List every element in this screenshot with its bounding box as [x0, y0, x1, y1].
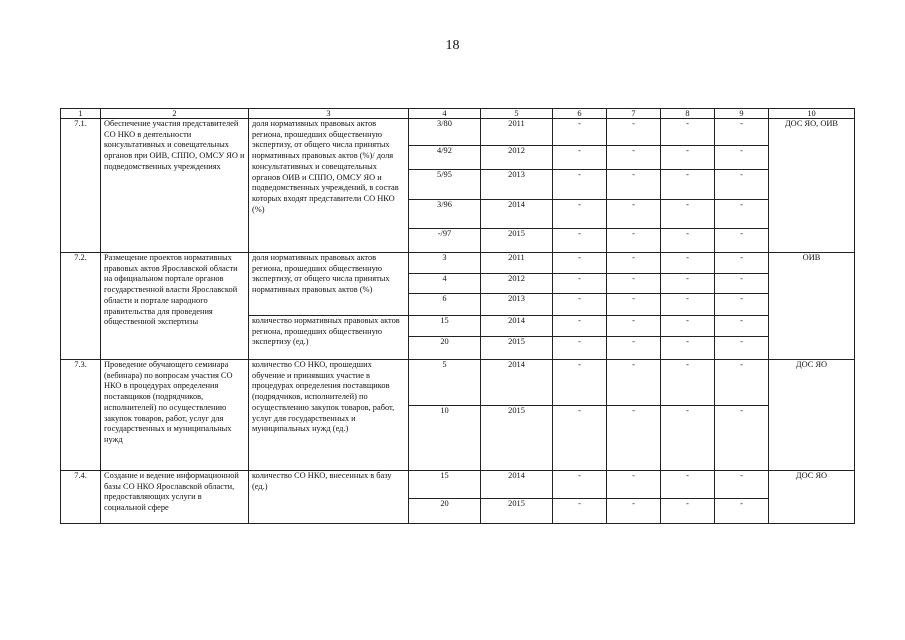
year-cell: 2011	[481, 119, 553, 146]
dash-cell: -	[715, 360, 769, 406]
table-row	[61, 471, 855, 499]
dash-cell: -	[607, 360, 661, 406]
year-cell: 2015	[481, 229, 553, 253]
dash-cell: -	[607, 146, 661, 170]
column-number: 2	[101, 109, 249, 119]
dash-cell: -	[553, 253, 607, 274]
column-number-row	[61, 109, 855, 119]
value-cell: 15	[409, 316, 481, 337]
item-number: 7.1.	[61, 119, 101, 253]
dash-cell: -	[607, 499, 661, 524]
dash-cell: -	[607, 406, 661, 471]
value-cell: 6	[409, 294, 481, 316]
indicator-cell: доля нормативных правовых актов региона, прошедших общественную экспертизу, от общего числа принятых нормативных правовых актов (%)	[249, 253, 409, 316]
dash-cell: -	[607, 294, 661, 316]
dash-cell: -	[661, 316, 715, 337]
column-number: 9	[715, 109, 769, 119]
dash-cell: -	[715, 471, 769, 499]
value-cell: 3/96	[409, 200, 481, 229]
value-cell: 3/80	[409, 119, 481, 146]
column-number: 5	[481, 109, 553, 119]
dash-cell: -	[715, 170, 769, 200]
column-number: 8	[661, 109, 715, 119]
indicator-cell: количество СО НКО, внесенных в базу (ед.)	[249, 471, 409, 524]
dash-cell: -	[661, 170, 715, 200]
dash-cell: -	[553, 274, 607, 294]
year-cell: 2015	[481, 499, 553, 524]
value-cell: 4/92	[409, 146, 481, 170]
dash-cell: -	[553, 471, 607, 499]
dash-cell: -	[553, 337, 607, 360]
value-cell: 5/95	[409, 170, 481, 200]
value-cell: -/97	[409, 229, 481, 253]
dash-cell: -	[661, 406, 715, 471]
dash-cell: -	[553, 119, 607, 146]
column-number: 7	[607, 109, 661, 119]
dash-cell: -	[553, 360, 607, 406]
dash-cell: -	[553, 294, 607, 316]
item-number: 7.3.	[61, 360, 101, 471]
year-cell: 2015	[481, 337, 553, 360]
executor-cell: ДОС ЯО	[769, 360, 855, 471]
dash-cell: -	[553, 499, 607, 524]
dash-cell: -	[553, 406, 607, 471]
activity-cell: Проведение обучающего семинара (вебинара) по вопросам участия СО НКО в процедурах определения поставщиков (подрядчиков, исполнителей) по осуществлению закупок товаров, работ, услуг для государственных и муниципальных нужд	[101, 360, 249, 471]
dash-cell: -	[715, 406, 769, 471]
year-cell: 2012	[481, 146, 553, 170]
year-cell: 2013	[481, 294, 553, 316]
activity-cell: Обеспечение участия представителей СО НКО в деятельности консультативных и совещательных органов при ОИВ, СППО, ОМСУ ЯО и подведомственных учреждениях	[101, 119, 249, 253]
dash-cell: -	[715, 337, 769, 360]
dash-cell: -	[553, 146, 607, 170]
item-number: 7.4.	[61, 471, 101, 524]
item-number: 7.2.	[61, 253, 101, 360]
dash-cell: -	[553, 316, 607, 337]
dash-cell: -	[607, 200, 661, 229]
activity-cell: Размещение проектов нормативных правовых актов Ярославской области на официальном портале органов государственной власти Ярославской области и портале народного правительства для проведения общественной экспертизы	[101, 253, 249, 360]
column-number: 3	[249, 109, 409, 119]
year-cell: 2013	[481, 170, 553, 200]
dash-cell: -	[661, 471, 715, 499]
year-cell: 2014	[481, 316, 553, 337]
dash-cell: -	[607, 170, 661, 200]
column-number: 4	[409, 109, 481, 119]
dash-cell: -	[715, 146, 769, 170]
dash-cell: -	[607, 316, 661, 337]
column-number: 10	[769, 109, 855, 119]
dash-cell: -	[661, 274, 715, 294]
dash-cell: -	[607, 253, 661, 274]
column-number: 6	[553, 109, 607, 119]
dash-cell: -	[607, 229, 661, 253]
dash-cell: -	[661, 337, 715, 360]
year-cell: 2014	[481, 360, 553, 406]
dash-cell: -	[607, 119, 661, 146]
value-cell: 20	[409, 337, 481, 360]
year-cell: 2015	[481, 406, 553, 471]
dash-cell: -	[715, 253, 769, 274]
dash-cell: -	[607, 471, 661, 499]
dash-cell: -	[715, 316, 769, 337]
dash-cell: -	[661, 253, 715, 274]
table-row	[61, 253, 855, 274]
dash-cell: -	[661, 294, 715, 316]
indicator-cell: количество СО НКО, прошедших обучение и принявших участие в процедурах определения поставщиков (подрядчиков, исполнителей) по осуществлению закупок товаров, работ, услуг для государственных и муниципальных нужд (ед.)	[249, 360, 409, 471]
dash-cell: -	[661, 146, 715, 170]
dash-cell: -	[715, 499, 769, 524]
year-cell: 2012	[481, 274, 553, 294]
dash-cell: -	[553, 170, 607, 200]
dash-cell: -	[661, 200, 715, 229]
indicator-cell: доля нормативных правовых актов региона, прошедших общественную экспертизу, от общего числа принятых нормативных правовых актов (%)/ доля консультативных и совещательных органов ОИВ и СППО, ОМСУ ЯО и подведомственных учреждений, в состав которых входят представители СО НКО (%)	[249, 119, 409, 253]
year-cell: 2011	[481, 253, 553, 274]
column-number: 1	[61, 109, 101, 119]
year-cell: 2014	[481, 200, 553, 229]
dash-cell: -	[715, 294, 769, 316]
dash-cell: -	[715, 119, 769, 146]
year-cell: 2014	[481, 471, 553, 499]
dash-cell: -	[553, 229, 607, 253]
dash-cell: -	[715, 200, 769, 229]
executor-cell: ДОС ЯО, ОИВ	[769, 119, 855, 253]
page-number: 18	[445, 38, 460, 53]
activity-plan-table	[60, 108, 855, 524]
value-cell: 20	[409, 499, 481, 524]
value-cell: 3	[409, 253, 481, 274]
value-cell: 5	[409, 360, 481, 406]
value-cell: 15	[409, 471, 481, 499]
dash-cell: -	[715, 274, 769, 294]
dash-cell: -	[553, 200, 607, 229]
executor-cell: ДОС ЯО	[769, 471, 855, 524]
dash-cell: -	[715, 229, 769, 253]
activity-cell: Создание и ведение информационной базы СО НКО Ярославской области, предоставляющих услуги в социальной сфере	[101, 471, 249, 524]
executor-cell: ОИВ	[769, 253, 855, 360]
dash-cell: -	[661, 229, 715, 253]
dash-cell: -	[661, 119, 715, 146]
value-cell: 10	[409, 406, 481, 471]
dash-cell: -	[661, 499, 715, 524]
value-cell: 4	[409, 274, 481, 294]
table-row	[61, 360, 855, 406]
dash-cell: -	[607, 337, 661, 360]
dash-cell: -	[661, 360, 715, 406]
dash-cell: -	[607, 274, 661, 294]
indicator-cell: количество нормативных правовых актов региона, прошедших общественную экспертизу (ед.)	[249, 316, 409, 360]
table-row	[61, 119, 855, 146]
